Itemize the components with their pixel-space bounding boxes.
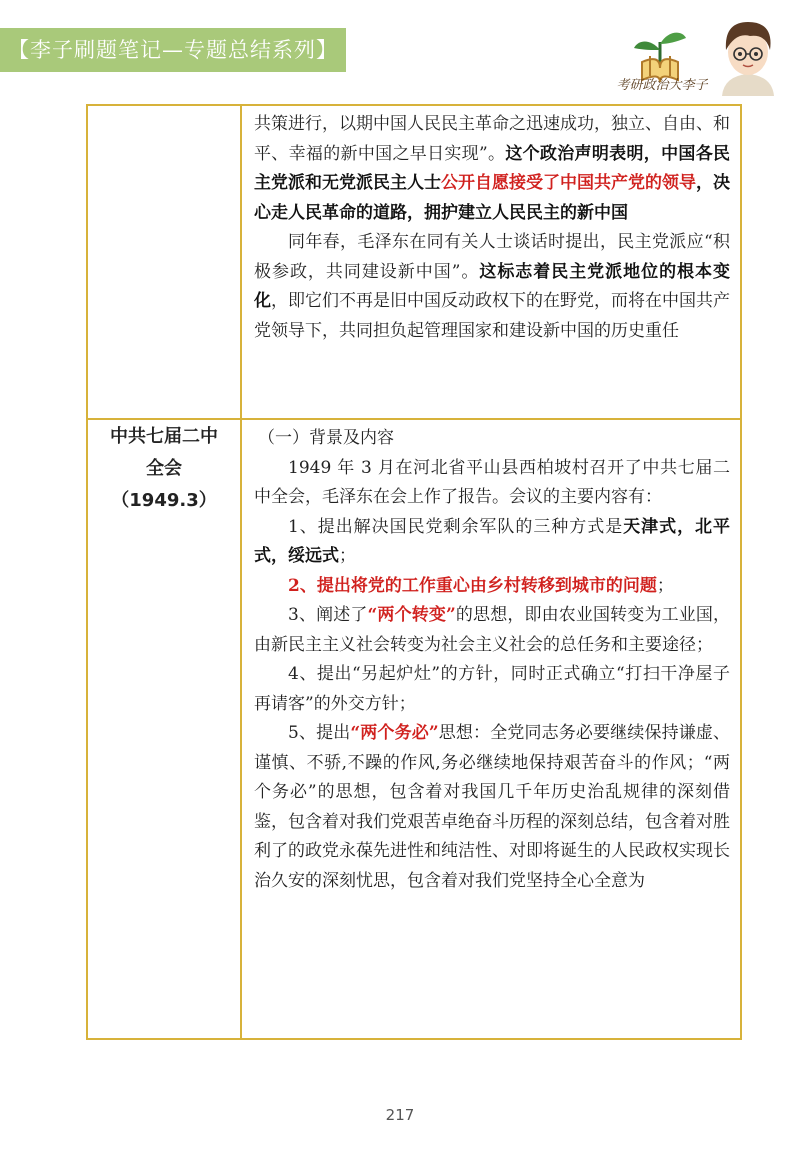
text-run: 思想：全党同志务必要继续保持谦虚、谨慎、不骄,不躁的作风,务必继续地保持艰苦奋斗的作风；“两个务必”的思想，包含着对我国几千年历史治乱规律的深刻借鉴，包含着对我们党艰苦卓绝奋斗历程的深刻总结，包含着对胜利了的政党永葆先进性和纯洁性、对即将诞生的人民政权实现长治久安的深刻忧思，包含着对我们党坚持全心全意为 (254, 723, 730, 891)
series-banner: 【李子刷题笔记—专题总结系列】 (0, 28, 346, 72)
row-label-cell (87, 105, 241, 419)
page-number: 217 (385, 1106, 415, 1124)
text-run: ，即它们不再是旧中国反动政权下的在野党，而将在中国共产党领导下，共同担负起管理国家和建设新中国的历史重任 (254, 291, 730, 341)
list-item (254, 660, 730, 719)
text-run: 5、提出 (288, 723, 351, 743)
text-run: ； (656, 575, 674, 596)
red-emphasis-text: “两个转变” (367, 605, 456, 625)
text-run: 的思想，即由农业国转变为工业国，由新民主主义社会转变为社会主义社会的总任务和主要途径； (254, 605, 731, 655)
paragraph: 1949 年 3 月在河北省平山县西柏坡村召开了中共七届二中全会，毛泽东在会上作了报告。会议的主要内容有： (254, 457, 730, 507)
summary-table (86, 104, 742, 1040)
text-run: ； (339, 546, 356, 566)
red-emphasis-text: 公开自愿接受了中国共产党的领导 (441, 173, 696, 193)
red-emphasis-text: “两个务必” (350, 723, 439, 743)
text-run: 共策进行，以期中国人民民主革命之迅速成功，独立、自由、和平、幸福的新中国之早日实现”。 (254, 114, 730, 164)
list-item (254, 572, 730, 602)
cartoon-avatar-icon (716, 16, 780, 96)
row-label-cell (87, 419, 241, 1039)
list-item (254, 513, 730, 572)
bold-text: 天津式，北平式，绥远式 (254, 516, 730, 566)
list-item (254, 601, 730, 660)
bold-text: 这个政治声明表明，中国各民主党派和无党派民主人士 (254, 143, 730, 193)
text-run: 3、阐述了 (288, 605, 368, 625)
table-row (87, 105, 741, 419)
text-run: 4、提出“另起炉灶”的方针，同时正式确立“打扫干净屋子再请客”的外交方针； (254, 664, 730, 714)
text-run: 同年春，毛泽东在同有关人士谈话时提出，民主党派应“积极参政，共同建设新中国”。 (254, 232, 730, 282)
paragraph (254, 228, 730, 346)
logo-caption: 考研政治大李子 (616, 78, 708, 93)
list-item (254, 719, 730, 896)
event-name: 中共七届二中 (110, 426, 218, 447)
red-emphasis-text: 2、提出将党的工作重心由乡村转移到城市的问题 (288, 575, 657, 596)
row-content-cell (241, 105, 741, 419)
paragraph (254, 110, 730, 228)
bold-text: ，决心走人民革命的道路，拥护建立人民民主的新中国 (254, 173, 730, 223)
table-row (87, 419, 741, 1039)
section-heading: （一）背景及内容 (258, 428, 394, 448)
bold-text: 这标志着民主党派地位的根本变化 (254, 261, 730, 311)
row-content-cell (241, 419, 741, 1039)
event-name-cont: 全会 (146, 458, 182, 479)
text-run: 1、提出解决国民党剩余军队的三种方式是 (288, 516, 624, 537)
event-date: （1949.3） (111, 490, 217, 511)
